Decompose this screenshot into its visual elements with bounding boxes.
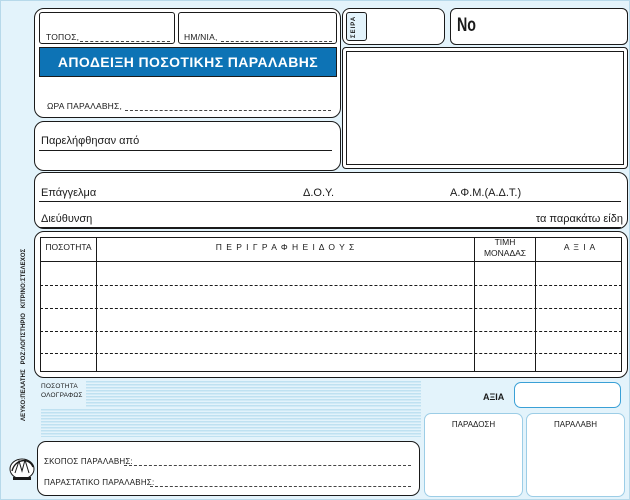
number-box — [450, 8, 628, 45]
header-unit-price-2: ΜΟΝΑΔΑΣ — [483, 248, 527, 258]
quantity-words-hatch[interactable] — [86, 381, 421, 407]
stamp-area-inner — [346, 51, 624, 165]
typografeio-logo-icon — [7, 449, 37, 483]
copy-legend-pink: ΡΟΖ:ΛΟΓΙΣΤΗΡΙΟ — [21, 312, 27, 365]
table-row[interactable] — [40, 308, 622, 309]
series-label-cell — [346, 12, 367, 41]
header-description: Π Ε Ρ Ι Γ Ρ Α Φ Η Ε Ι Δ Ο Υ Σ — [215, 242, 356, 252]
time-dots[interactable] — [125, 110, 331, 111]
time-label: ΩΡΑ ΠΑΡΑΛΑΒΗΣ, — [47, 101, 123, 111]
hatch-band — [41, 409, 421, 437]
received-from-label: Παρελήφθησαν από — [41, 135, 140, 147]
title-band — [39, 47, 337, 77]
stamp-area — [342, 47, 628, 169]
purpose-dots[interactable] — [124, 465, 411, 466]
receipt-label: ΠΑΡΑΛΑΒΗ — [554, 420, 597, 429]
receipt-title: ΑΠΟΔΕΙΞΗ ΠΟΣΟΤΙΚΗΣ ΠΑΡΑΛΑΒΗΣ — [57, 54, 319, 70]
copy-legend-white: ΛΕΥΚΟ:ΠΕΛΑΤΗΣ — [21, 369, 27, 421]
address-label: Διεύθυνση — [41, 213, 93, 225]
series-box[interactable] — [342, 8, 445, 45]
place-field[interactable] — [39, 12, 175, 44]
purpose-box — [37, 441, 420, 496]
header-quantity: ΠΟΣΟΤΗΤΑ — [45, 242, 92, 252]
col-divider — [535, 237, 536, 372]
number-label: Νο — [457, 15, 476, 36]
date-dots — [221, 41, 332, 42]
received-from-line — [39, 150, 332, 151]
purpose-label: ΣΚΟΠΟΣ ΠΑΡΑΛΑΒΗΣ: — [44, 457, 133, 466]
items-table — [34, 231, 628, 378]
header-divider — [40, 261, 622, 262]
customer-details-box — [34, 172, 628, 229]
place-dots — [80, 41, 170, 42]
vat-label: Α.Φ.Μ.(Α.Δ.Τ.) — [450, 187, 522, 199]
items-following-label: τα παρακάτω είδη — [535, 213, 623, 225]
date-field[interactable] — [178, 12, 337, 44]
table-row[interactable] — [40, 285, 622, 286]
value-label: ΑΞΙΑ — [483, 392, 505, 402]
delivery-label: ΠΑΡΑΔΟΣΗ — [451, 420, 496, 429]
table-row[interactable] — [40, 353, 622, 354]
copy-legend — [21, 249, 27, 421]
document-label: ΠΑΡΑΣΤΑΤΙΚΟ ΠΑΡΑΛΑΒΗΣ: — [44, 478, 155, 487]
date-label: ΗΜ/ΝΙΑ, — [184, 32, 218, 42]
profession-line[interactable] — [39, 201, 621, 202]
table-row[interactable] — [40, 331, 622, 332]
quantity-words-label-2: ΟΛΟΓΡΑΦΩΣ — [41, 392, 83, 399]
delivery-box[interactable] — [424, 413, 523, 497]
tax-office-label: Δ.Ο.Υ. — [303, 187, 335, 199]
quantity-words-label-1: ΠΟΣΟΤΗΤΑ — [41, 383, 78, 390]
received-from-box[interactable] — [34, 121, 341, 171]
place-label: ΤΟΠΟΣ, — [46, 32, 80, 42]
address-line[interactable] — [39, 227, 621, 228]
document-dots[interactable] — [150, 486, 411, 487]
header-value: Α Ξ Ι Α — [563, 242, 597, 252]
series-label: ΣΕΙΡΑ — [351, 15, 357, 38]
receipt-box[interactable] — [526, 413, 625, 497]
col-divider — [96, 237, 97, 372]
value-field[interactable] — [514, 382, 621, 408]
copy-legend-yellow: ΚΙΤΡΙΝΟ:ΣΤΕΛΕΧΟΣ — [21, 248, 27, 309]
profession-label: Επάγγελμα — [41, 187, 97, 199]
header-unit-price-1: ΤΙΜΗ — [494, 237, 516, 247]
